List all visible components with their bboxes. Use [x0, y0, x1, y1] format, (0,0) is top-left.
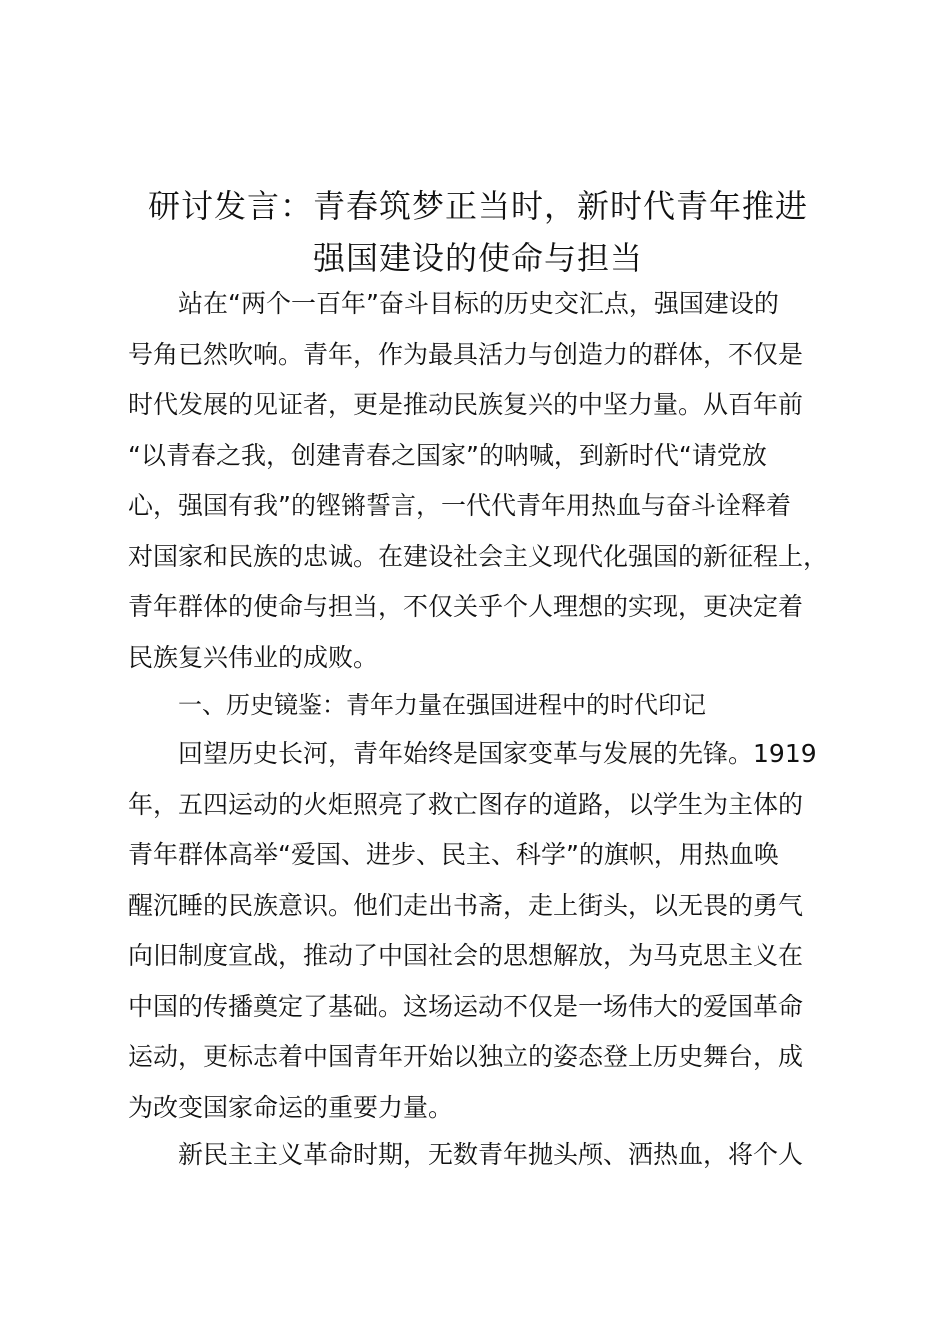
paragraph-line: 回望历史长河，青年始终是国家变革与发展的先锋。1919 — [178, 739, 817, 768]
document-title — [118, 180, 838, 284]
paragraph-line: 向旧制度宣战，推动了中国社会的思想解放，为马克思主义在 — [128, 941, 804, 970]
paragraph-line: 年，五四运动的火炬照亮了救亡图存的道路，以学生为主体的 — [128, 789, 804, 819]
paragraph-1 — [128, 279, 848, 683]
paragraph-line: 运动，更标志着中国青年开始以独立的姿态登上历史舞台，成 — [128, 1042, 804, 1071]
section-heading-1 — [128, 680, 848, 731]
paragraph-line: 对国家和民族的忠诚。在建设社会主义现代化强国的新征程上， — [128, 541, 829, 571]
paragraph-line: 新民主主义革命时期，无数青年抛头颅、洒热血，将个人 — [178, 1140, 804, 1169]
paragraph-2 — [128, 729, 848, 1133]
paragraph-line: 站在“两个一百年”奋斗目标的历史交汇点，强国建设的 — [178, 289, 779, 318]
title-line: 强国建设的使命与担当 — [312, 239, 643, 277]
paragraph-line: 号角已然吹响。青年，作为最具活力与创造力的群体，不仅是 — [128, 339, 804, 369]
paragraph-line: 醒沉睡的民族意识。他们走出书斋，走上街头，以无畏的勇气 — [128, 890, 804, 920]
paragraph-line: 时代发展的见证者，更是推动民族复兴的中坚力量。从百年前 — [128, 390, 804, 419]
paragraph-line: “以青春之我，创建青春之国家”的呐喊，到新时代“请党放 — [128, 440, 767, 470]
paragraph-line: 为改变国家命运的重要力量。 — [128, 1092, 454, 1122]
paragraph-3 — [128, 1130, 848, 1181]
paragraph-line: 中国的传播奠定了基础。这场运动不仅是一场伟大的爱国革命 — [128, 991, 804, 1021]
paragraph-line: 青年群体高举“爱国、进步、民主、科学”的旗帜，用热血唤 — [128, 840, 779, 869]
title-line: 研讨发言：青春筑梦正当时，新时代青年推进 — [147, 187, 808, 225]
section-heading: 一、历史镜鉴：青年力量在强国进程中的时代印记 — [178, 691, 706, 719]
paragraph-line: 心，强国有我”的铿锵誓言，一代代青年用热血与奋斗诠释着 — [128, 491, 791, 520]
paragraph-line: 民族复兴伟业的成败。 — [128, 642, 379, 672]
paragraph-line: 青年群体的使命与担当，不仅关乎个人理想的实现，更决定着 — [128, 592, 804, 621]
